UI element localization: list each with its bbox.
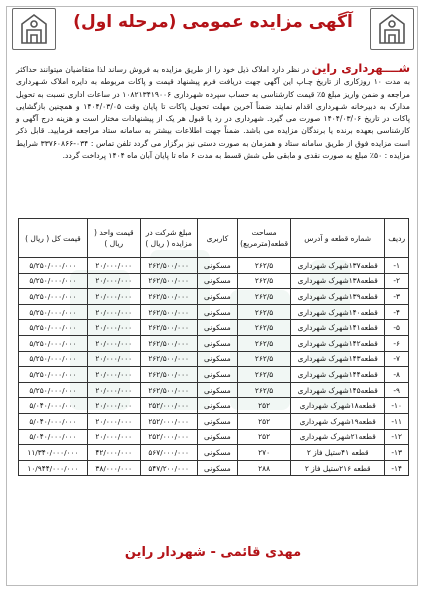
cell-deposit: ۲۶۲/۵۰۰/۰۰۰ [140,273,197,289]
cell-area: ۲۶۲/۵ [238,320,291,336]
cell-unit-price: ۲۰/۰۰۰/۰۰۰ [87,289,140,305]
cell-parcel-address: قطعه۱۴۴شهرک شهرداری [291,367,385,383]
cell-row-number: ۶- [385,335,409,351]
cell-unit-price: ۲۰/۰۰۰/۰۰۰ [87,351,140,367]
cell-row-number: ۱۴- [385,460,409,476]
cell-area: ۲۵۲ [238,413,291,429]
table-row [19,258,409,274]
cell-unit-price: ۳۸/۰۰۰/۰۰۰ [87,460,140,476]
notice-body [16,62,410,162]
cell-total-price: ۵/۲۵۰/۰۰۰/۰۰۰ [19,304,88,320]
cell-area: ۲۶۲/۵ [238,335,291,351]
cell-total-price: ۵/۰۴۰/۰۰۰/۰۰۰ [19,429,88,445]
cell-total-price: ۵/۲۵۰/۰۰۰/۰۰۰ [19,382,88,398]
cell-usage: مسکونی [197,413,238,429]
header-unit-price: قیمت واحد ( ریال ) [87,219,140,258]
cell-row-number: ۴- [385,304,409,320]
cell-row-number: ۲- [385,273,409,289]
table-row [19,398,409,414]
cell-usage: مسکونی [197,351,238,367]
cell-usage: مسکونی [197,335,238,351]
cell-usage: مسکونی [197,382,238,398]
cell-area: ۲۶۲/۵ [238,273,291,289]
header-parcel-address: شماره قطعه و آدرس [291,219,385,258]
header-total-price: قیمت کل ( ریال ) [19,219,88,258]
cell-parcel-address: قطعه۲۱شهرک شهرداری [291,429,385,445]
cell-usage: مسکونی [197,258,238,274]
cell-total-price: ۵/۲۵۰/۰۰۰/۰۰۰ [19,367,88,383]
cell-unit-price: ۲۰/۰۰۰/۰۰۰ [87,304,140,320]
cell-total-price: ۵/۰۴۰/۰۰۰/۰۰۰ [19,398,88,414]
cell-usage: مسکونی [197,289,238,305]
cell-area: ۲۶۲/۵ [238,258,291,274]
cell-deposit: ۲۵۲/۰۰۰/۰۰۰ [140,413,197,429]
cell-parcel-address: قطعه۱۴۳شهرک شهرداری [291,351,385,367]
cell-row-number: ۸- [385,367,409,383]
cell-total-price: ۵/۰۴۰/۰۰۰/۰۰۰ [19,413,88,429]
cell-row-number: ۱۰- [385,398,409,414]
cell-unit-price: ۲۰/۰۰۰/۰۰۰ [87,429,140,445]
cell-total-price: ۵/۲۵۰/۰۰۰/۰۰۰ [19,273,88,289]
cell-parcel-address: قطعه۱۴۰شهرک شهرداری [291,304,385,320]
cell-parcel-address: قطعه ۴۱ستیل فاز ۲ [291,445,385,461]
cell-row-number: ۳- [385,289,409,305]
table-row [19,367,409,383]
table-row [19,460,409,476]
header-usage: کاربری [197,219,238,258]
cell-usage: مسکونی [197,273,238,289]
table-row [19,289,409,305]
cell-deposit: ۲۶۲/۵۰۰/۰۰۰ [140,367,197,383]
cell-unit-price: ۲۰/۰۰۰/۰۰۰ [87,335,140,351]
cell-row-number: ۱۲- [385,429,409,445]
cell-total-price: ۵/۲۵۰/۰۰۰/۰۰۰ [19,335,88,351]
table-row [19,304,409,320]
cell-parcel-address: قطعه۱۹شهرک شهرداری [291,413,385,429]
cell-row-number: ۷- [385,351,409,367]
header-area: مساحت قطعه(مترمربع) [238,219,291,258]
table-row [19,273,409,289]
table-row [19,413,409,429]
cell-deposit: ۲۶۲/۵۰۰/۰۰۰ [140,289,197,305]
cell-deposit: ۲۵۲/۰۰۰/۰۰۰ [140,429,197,445]
cell-deposit: ۲۶۲/۵۰۰/۰۰۰ [140,335,197,351]
notice-paragraph: در نظر دارد املاک ذیل خود را از طریق مزایده به فروش رساند لذا متقاضیان میتوانند حداکثر به مدت ۱۰ روزکاری از تاریخ چـاپ این آگهی جهت دریافت فرم پیشنهاد قیمت و پاکات مربوطه به دایره املاک شـهرداری مراجعه و ضمن واریز مبلغ ۵٪ قیمت کارشناسی به حساب سپرده شهرداری ۱۰۸۲۱۳۴۱۹۰۰۶ در ساعات اداری نسبت به تحویل مدارک به دبیرخانه شـهرداری اقدام نمایند ضمناً آخرین مهلت تحویل پاکات تا پایان وقت ۱۴۰۴/۰۳/۰۵ و همچنین بازگشایی پاکات در تاریخ ۱۴۰۴/۰۳/۰۶ صورت می گیرد. شهرداری در رد یا قبول هر یک از پیشنهادات مختار است و هزینه درج آگهی و کارشناسی بعهده برنده یا برندگان مزایده می باشد. ضمناً جهت اطلاعات بیشتر به سامانه ستاد مراجعه فرمایید. قابل ذکر است مزایده فوق از طریق سامانه ستاد و همزمان به صورت دستی نیز برگزار می گردد تلفن تماس : ۰۳۴-۳۳۷۶۰۸۶۶ شرایط مزایده : ۵۰٪ مبلغ به صورت نقدی و مابقی طی شش قسط به مدت ۶ ماه تا پایان آبان ماه ۱۴۰۴ پرداخت گردد. [16,65,410,161]
cell-unit-price: ۲۰/۰۰۰/۰۰۰ [87,258,140,274]
cell-parcel-address: قطعه۱۸شهرک شهرداری [291,398,385,414]
cell-unit-price: ۲۰/۰۰۰/۰۰۰ [87,398,140,414]
cell-usage: مسکونی [197,445,238,461]
cell-area: ۲۶۲/۵ [238,382,291,398]
cell-row-number: ۱۱- [385,413,409,429]
cell-parcel-address: قطعه۱۳۷شهرک شهرداری [291,258,385,274]
cell-usage: مسکونی [197,320,238,336]
municipality-name: شــــهرداری راین [311,61,410,75]
signature: مهدی قائمی - شهردار راین [124,545,302,560]
cell-unit-price: ۲۰/۰۰۰/۰۰۰ [87,320,140,336]
cell-deposit: ۵۴۷/۲۰۰/۰۰۰ [140,460,197,476]
cell-area: ۲۸۸ [238,460,291,476]
cell-deposit: ۲۶۲/۵۰۰/۰۰۰ [140,320,197,336]
cell-usage: مسکونی [197,460,238,476]
cell-total-price: ۵/۲۵۰/۰۰۰/۰۰۰ [19,289,88,305]
notice-title: آگهی مزایده عمومی (مرحله اول) [73,12,353,32]
cell-parcel-address: قطعه۱۳۸شهرک شهرداری [291,273,385,289]
cell-unit-price: ۲۰/۰۰۰/۰۰۰ [87,273,140,289]
cell-deposit: ۲۶۲/۵۰۰/۰۰۰ [140,351,197,367]
cell-usage: مسکونی [197,367,238,383]
cell-usage: مسکونی [197,429,238,445]
cell-area: ۲۵۲ [238,398,291,414]
cell-row-number: ۱۳- [385,445,409,461]
cell-parcel-address: قطعه۱۴۵شهرک شهرداری [291,382,385,398]
cell-row-number: ۵- [385,320,409,336]
cell-parcel-address: قطعه۱۳۹شهرک شهرداری [291,289,385,305]
cell-area: ۲۷۰ [238,445,291,461]
auction-table [18,218,409,476]
cell-total-price: ۱۱/۳۴۰/۰۰۰/۰۰۰ [19,445,88,461]
cell-deposit: ۲۶۲/۵۰۰/۰۰۰ [140,382,197,398]
table-row [19,320,409,336]
table-row [19,445,409,461]
cell-parcel-address: قطعه۱۴۲شهرک شهرداری [291,335,385,351]
cell-deposit: ۲۶۲/۵۰۰/۰۰۰ [140,258,197,274]
cell-row-number: ۹- [385,382,409,398]
cell-unit-price: ۴۲/۰۰۰/۰۰۰ [87,445,140,461]
header-deposit: مبلغ شرکت در مزایده ( ریال ) [140,219,197,258]
cell-unit-price: ۲۰/۰۰۰/۰۰۰ [87,382,140,398]
cell-total-price: ۱۰/۹۴۴/۰۰۰/۰۰۰ [19,460,88,476]
cell-total-price: ۵/۲۵۰/۰۰۰/۰۰۰ [19,258,88,274]
cell-parcel-address: قطعه۱۴۱شهرک شهرداری [291,320,385,336]
cell-area: ۲۶۲/۵ [238,367,291,383]
cell-row-number: ۱- [385,258,409,274]
table-row [19,335,409,351]
table-header-row [19,219,409,258]
municipality-emblem-icon [370,8,414,50]
cell-area: ۲۶۲/۵ [238,289,291,305]
cell-usage: مسکونی [197,398,238,414]
cell-total-price: ۵/۲۵۰/۰۰۰/۰۰۰ [19,351,88,367]
municipality-emblem-icon [12,8,56,50]
cell-total-price: ۵/۲۵۰/۰۰۰/۰۰۰ [19,320,88,336]
table-body [19,258,409,476]
cell-unit-price: ۲۰/۰۰۰/۰۰۰ [87,413,140,429]
cell-unit-price: ۲۰/۰۰۰/۰۰۰ [87,367,140,383]
cell-usage: مسکونی [197,304,238,320]
cell-deposit: ۵۶۷/۰۰۰/۰۰۰ [140,445,197,461]
table-row [19,351,409,367]
cell-area: ۲۶۲/۵ [238,304,291,320]
table-row [19,382,409,398]
cell-deposit: ۲۵۲/۰۰۰/۰۰۰ [140,398,197,414]
cell-area: ۲۶۲/۵ [238,351,291,367]
table-row [19,429,409,445]
cell-parcel-address: قطعه ۲۱۶ستیل فاز ۲ [291,460,385,476]
header-row-number: ردیف [385,219,409,258]
cell-deposit: ۲۶۲/۵۰۰/۰۰۰ [140,304,197,320]
cell-area: ۲۵۲ [238,429,291,445]
